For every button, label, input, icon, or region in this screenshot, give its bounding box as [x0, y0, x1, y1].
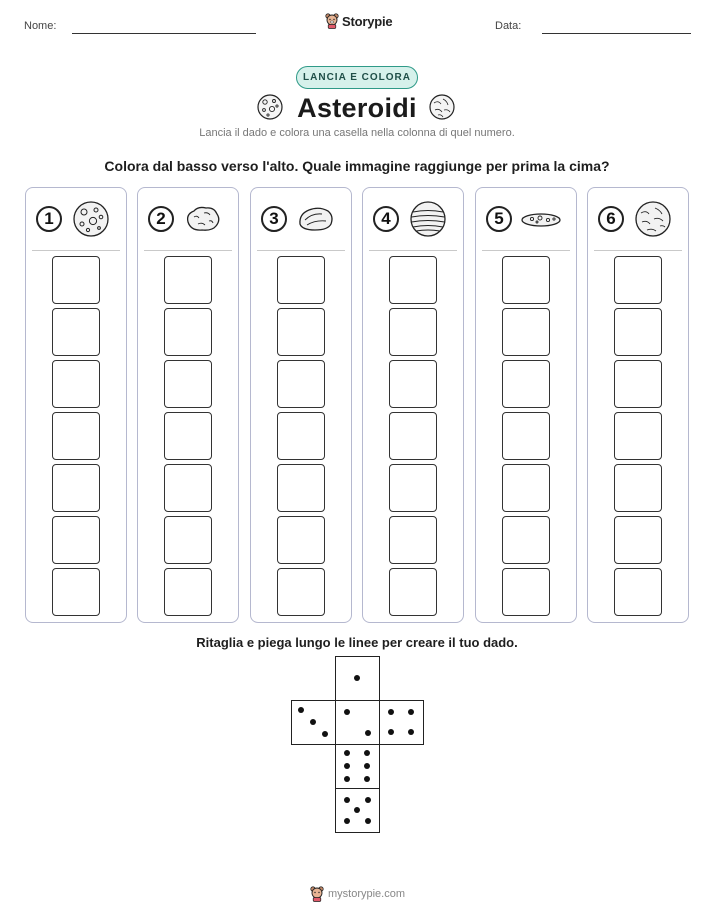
color-cell[interactable]	[389, 360, 437, 408]
color-cell[interactable]	[614, 256, 662, 304]
footer-url: mystorypie.com	[328, 888, 406, 900]
brand-logo	[325, 13, 392, 29]
column-number: 1	[36, 206, 62, 232]
color-cell[interactable]	[389, 464, 437, 512]
color-cell[interactable]	[614, 360, 662, 408]
die-pip	[388, 729, 394, 735]
column-divider	[257, 250, 345, 251]
column-number: 4	[373, 206, 399, 232]
column-number: 2	[148, 206, 174, 232]
die-pip	[365, 730, 371, 736]
die-pip	[344, 776, 350, 782]
color-cell[interactable]	[52, 516, 100, 564]
column-divider	[369, 250, 457, 251]
die-pip	[364, 776, 370, 782]
color-cell[interactable]	[164, 412, 212, 460]
color-cell[interactable]	[52, 464, 100, 512]
column-divider	[144, 250, 232, 251]
column-number: 5	[486, 206, 512, 232]
die-pip	[365, 797, 371, 803]
die-pip	[344, 709, 350, 715]
color-cell[interactable]	[164, 256, 212, 304]
lumpy-rock-icon	[182, 200, 224, 238]
color-cell[interactable]	[502, 516, 550, 564]
color-cell[interactable]	[277, 464, 325, 512]
round-asteroid-icon	[632, 200, 674, 238]
die-pip	[364, 750, 370, 756]
color-cell[interactable]	[389, 308, 437, 356]
rock-icon	[295, 200, 337, 238]
die-pip	[354, 675, 360, 681]
color-cell[interactable]	[52, 412, 100, 460]
column-header	[363, 200, 463, 240]
footer	[310, 886, 405, 902]
die-pip	[365, 818, 371, 824]
color-cell[interactable]	[614, 412, 662, 460]
column-divider	[482, 250, 570, 251]
color-cell[interactable]	[614, 308, 662, 356]
color-cell[interactable]	[52, 360, 100, 408]
color-cell[interactable]	[277, 360, 325, 408]
column-header	[476, 200, 576, 240]
color-cell[interactable]	[164, 308, 212, 356]
color-cell[interactable]	[277, 308, 325, 356]
color-cell[interactable]	[502, 568, 550, 616]
die-pip	[344, 750, 350, 756]
color-cell[interactable]	[502, 256, 550, 304]
color-cell[interactable]	[502, 308, 550, 356]
die-face-4	[379, 700, 424, 745]
color-cell[interactable]	[277, 516, 325, 564]
column-header	[588, 200, 688, 240]
flat-asteroid-icon	[520, 200, 562, 238]
color-cell[interactable]	[164, 360, 212, 408]
color-cell[interactable]	[502, 360, 550, 408]
striped-planet-icon	[407, 200, 449, 238]
column-header	[138, 200, 238, 240]
column-number: 6	[598, 206, 624, 232]
die-pip	[344, 818, 350, 824]
color-cell[interactable]	[614, 464, 662, 512]
subtitle: Lancia il dado e colora una casella nella colonna di quel numero.	[199, 127, 515, 139]
name-label: Nome:	[24, 20, 57, 32]
column-header	[26, 200, 126, 240]
color-cell[interactable]	[52, 256, 100, 304]
column-divider	[32, 250, 120, 251]
page-title: Asteroidi	[297, 93, 417, 123]
column-3	[250, 187, 352, 623]
color-cell[interactable]	[164, 464, 212, 512]
color-cell[interactable]	[52, 568, 100, 616]
cratered-asteroid-icon	[70, 200, 112, 238]
color-cell[interactable]	[277, 568, 325, 616]
column-1	[25, 187, 127, 623]
die-pip	[388, 709, 394, 715]
color-cell[interactable]	[277, 412, 325, 460]
column-header	[251, 200, 351, 240]
die-pip	[344, 797, 350, 803]
bear-logo-icon	[325, 13, 339, 29]
die-pip	[354, 807, 360, 813]
color-cell[interactable]	[389, 412, 437, 460]
die-pip	[322, 731, 328, 737]
die-face-1	[335, 656, 380, 701]
color-cell[interactable]	[502, 464, 550, 512]
cut-instruction: Ritaglia e piega lungo le linee per creare il tuo dado.	[196, 635, 518, 650]
color-cell[interactable]	[164, 516, 212, 564]
activity-badge: LANCIA E COLORA	[296, 66, 418, 89]
die-pip	[344, 763, 350, 769]
column-4	[362, 187, 464, 623]
color-cell[interactable]	[52, 308, 100, 356]
date-label: Data:	[495, 20, 522, 32]
column-number: 3	[261, 206, 287, 232]
color-cell[interactable]	[389, 516, 437, 564]
color-cell[interactable]	[614, 516, 662, 564]
die-pip	[364, 763, 370, 769]
column-2	[137, 187, 239, 623]
color-cell[interactable]	[164, 568, 212, 616]
name-line	[72, 33, 256, 34]
color-cell[interactable]	[277, 256, 325, 304]
die-pip	[408, 709, 414, 715]
die-pip	[298, 707, 304, 713]
column-5	[475, 187, 577, 623]
asteroid-right-icon	[428, 93, 456, 121]
color-cell[interactable]	[389, 256, 437, 304]
color-cell[interactable]	[614, 568, 662, 616]
instruction-text: Colora dal basso verso l'alto. Quale immagine raggiunge per prima la cima?	[104, 158, 610, 174]
color-cell[interactable]	[389, 568, 437, 616]
date-line	[542, 33, 691, 34]
color-cell[interactable]	[502, 412, 550, 460]
bear-footer-icon	[310, 886, 324, 902]
die-face-2	[335, 700, 380, 745]
die-face-3	[291, 700, 336, 745]
die-face-6	[335, 744, 380, 789]
die-pip	[408, 729, 414, 735]
die-face-5	[335, 788, 380, 833]
die-pip	[310, 719, 316, 725]
brand-name: Storypie	[342, 13, 393, 29]
column-divider	[594, 250, 682, 251]
column-6	[587, 187, 689, 623]
